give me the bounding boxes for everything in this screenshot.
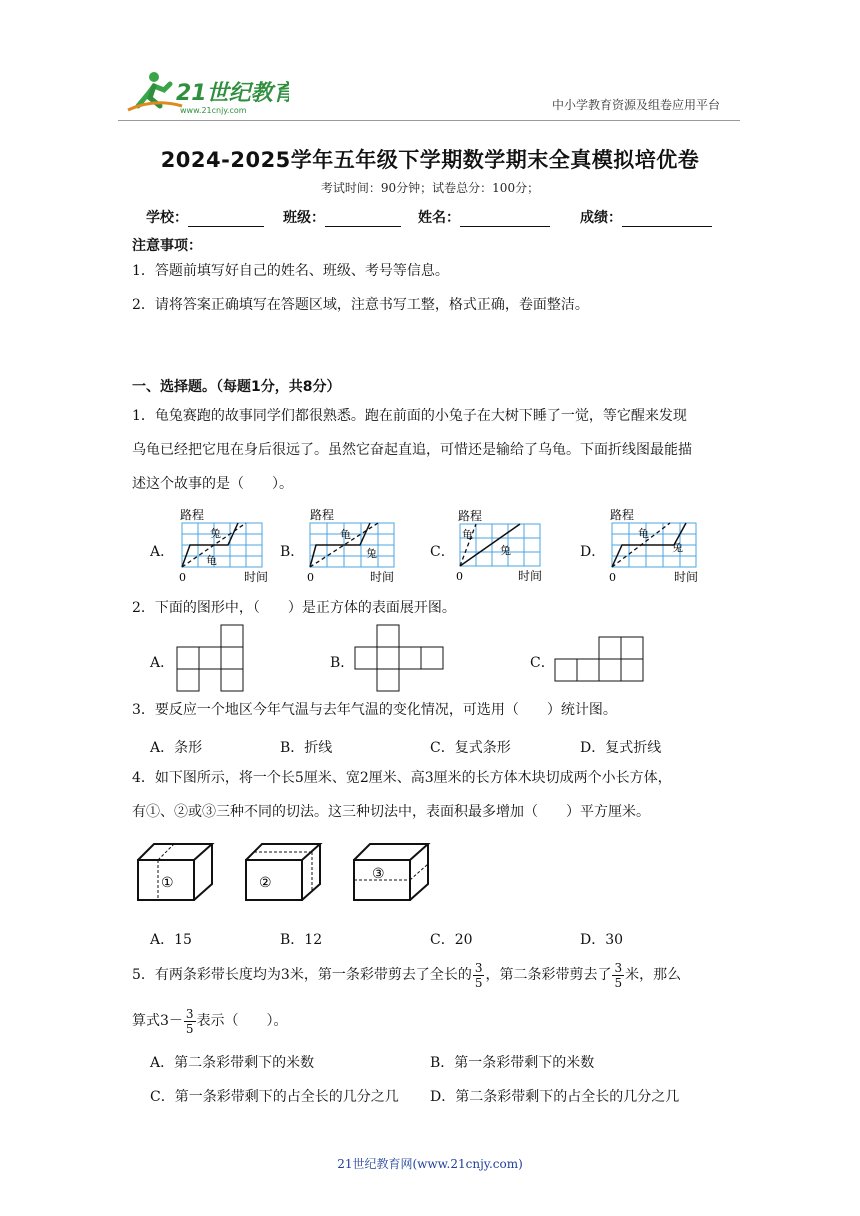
fraction: $\frac{3}{5}$: [614, 960, 623, 990]
logo: [124, 68, 289, 116]
svg-text:兔: 兔: [366, 547, 377, 560]
svg-text:时间: 时间: [244, 570, 269, 584]
q1-chart-b: [298, 505, 408, 587]
q4-option-a: A．15: [150, 932, 192, 948]
notice-item: 1．答题前填写好自己的姓名、班级、考号等信息。: [132, 263, 449, 279]
notice-heading: 注意事项：: [132, 238, 202, 254]
question-5-line-2: 算式3－ $\frac{3}{5}$ 表示（ ）。: [132, 1006, 288, 1036]
q4-cube-2: [244, 842, 324, 904]
svg-text:时间: 时间: [674, 570, 699, 584]
svg-text:③: ③: [372, 866, 385, 882]
notice-item: 2．请将答案正确填写在答题区域，注意书写工整，格式正确，卷面整洁。: [132, 297, 589, 313]
svg-text:0: 0: [307, 571, 314, 584]
fraction: $\frac{3}{5}$: [185, 1006, 194, 1036]
question-1-line: 乌龟已经把它甩在身后很远了。虽然它奋起直追，可惜还是输给了乌龟。下面折线图最能描: [132, 442, 692, 458]
question-5-line-1: 5．有两条彩带长度均为3米，第一条彩带剪去了全长的 $\frac{3}{5}$ ，第二条彩带剪去了 $\frac{3}{5}$ 米，那么: [132, 960, 682, 990]
runner-logo-icon: [124, 68, 289, 116]
q4-cube-1: [136, 842, 216, 904]
q3-option-a: A．条形: [150, 740, 203, 756]
svg-text:龟: 龟: [206, 554, 217, 567]
svg-text:路程: 路程: [610, 508, 635, 522]
question-1-line: 1．龟兔赛跑的故事同学们都很熟悉。跑在前面的小兔子在大树下睡了一觉，等它醒来发现: [132, 408, 687, 424]
svg-text:时间: 时间: [370, 570, 395, 584]
page-title: 2024-2025学年五年级下学期数学期末全真模拟培优卷: [160, 148, 700, 172]
question-4-line: 有①、②或③三种不同的切法。这三种切法中，表面积最多增加（ ）平方厘米。: [132, 804, 650, 820]
question-1-line: 述这个故事的是（ ）。: [132, 476, 293, 492]
svg-text:龟: 龟: [462, 528, 473, 541]
q1-option-a: A．: [150, 544, 175, 560]
svg-text:兔: 兔: [672, 541, 683, 554]
q4-option-c: C．20: [430, 932, 473, 948]
q4-option-d: D．30: [580, 932, 624, 948]
q4-cube-3: [352, 842, 432, 904]
svg-text:兔: 兔: [210, 527, 221, 540]
q4-option-b: B．12: [280, 932, 323, 948]
q1-option-b: B．: [280, 544, 305, 560]
header-divider: [118, 120, 740, 121]
svg-text:龟: 龟: [638, 527, 649, 540]
q1-chart-a: [170, 505, 280, 587]
logo-text: 21世纪教育: [176, 81, 289, 106]
name-field: 姓名：: [418, 207, 550, 227]
exam-subtitle: 考试时间：90分钟；试卷总分：100分；: [320, 181, 540, 195]
question-2-text: 2．下面的图形中，（ ）是正方体的表面展开图。: [132, 600, 456, 616]
q5-option-b: B．第一条彩带剩下的米数: [430, 1055, 595, 1071]
score-field: 成绩：: [580, 207, 712, 227]
q2-option-a: A．: [150, 655, 175, 671]
q3-option-d: D．复式折线: [580, 740, 662, 756]
section-heading: 一、选择题。（每题1分，共8分）: [132, 379, 341, 395]
fraction: $\frac{3}{5}$: [474, 960, 483, 990]
school-field: 学校：: [146, 207, 264, 227]
svg-text:0: 0: [179, 571, 186, 584]
svg-text:0: 0: [456, 570, 463, 583]
svg-text:路程: 路程: [180, 508, 205, 522]
question-4-line: 4．如下图所示，将一个长5厘米、宽2厘米、高3厘米的长方体木块切成两个小长方体，: [132, 770, 672, 786]
svg-text:时间: 时间: [518, 569, 543, 583]
svg-text:0: 0: [609, 571, 616, 584]
q5-option-a: A．第二条彩带剩下的米数: [150, 1055, 315, 1071]
q1-option-c: C．: [430, 544, 455, 560]
page-footer: 21世纪教育网(www.21cnjy.com): [337, 1157, 523, 1171]
svg-text:龟: 龟: [340, 528, 351, 541]
brand-text: 中小学教育资源及组卷应用平台: [552, 98, 721, 112]
class-field: 班级：: [283, 207, 401, 227]
svg-text:②: ②: [259, 875, 272, 891]
question-3-text: 3．要反应一个地区今年气温与去年气温的变化情况，可选用（ ）统计图。: [132, 702, 617, 718]
q5-option-d: D．第二条彩带剩下的占全长的几分之几: [430, 1089, 680, 1105]
q3-option-b: B．折线: [280, 740, 333, 756]
q2-option-c: C．: [530, 655, 555, 671]
q1-option-d: D．: [580, 544, 606, 560]
q3-option-c: C．复式条形: [430, 740, 511, 756]
q2-option-b: B．: [330, 655, 355, 671]
q1-chart-d: [600, 505, 710, 587]
q2-net-b: [354, 624, 446, 694]
q1-chart-c: [450, 508, 550, 590]
q5-option-c: C．第一条彩带剩下的占全长的几分之几: [150, 1089, 399, 1105]
svg-text:路程: 路程: [310, 508, 335, 522]
svg-text:兔: 兔: [500, 544, 511, 557]
q2-net-c: [554, 636, 646, 684]
logo-url: www.21cnjy.com: [180, 106, 247, 115]
svg-text:路程: 路程: [458, 509, 483, 523]
svg-text:①: ①: [161, 875, 174, 891]
q2-net-a: [176, 624, 246, 694]
